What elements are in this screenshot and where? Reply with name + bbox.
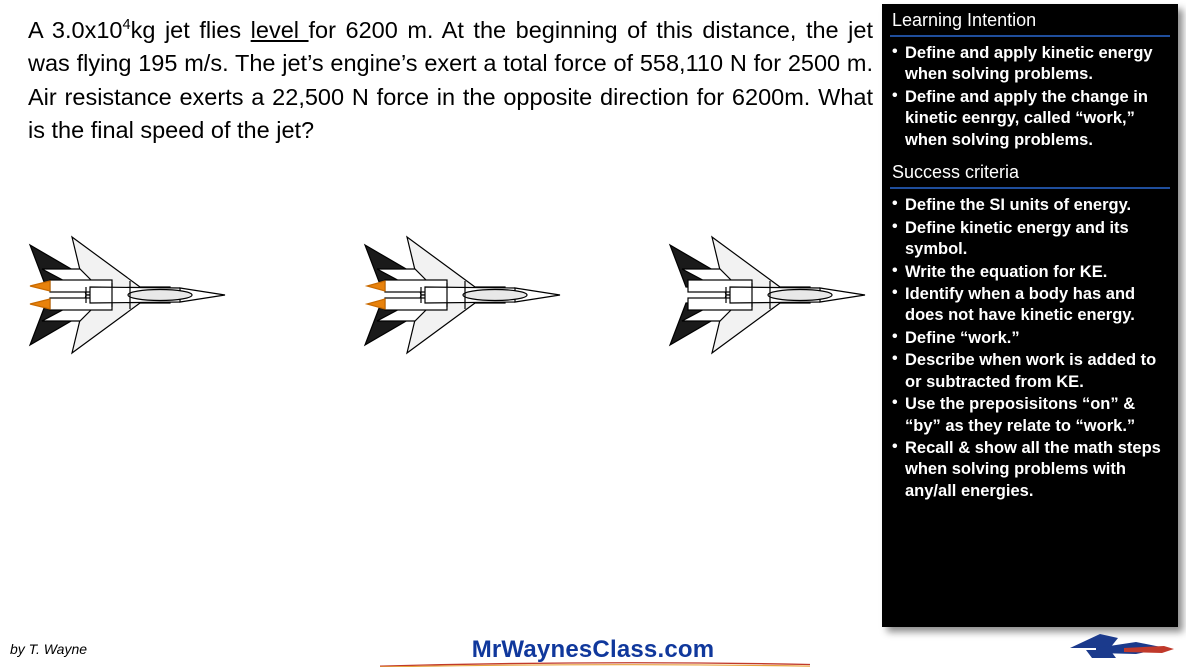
jet-figure-2: [355, 195, 570, 400]
problem-text-part2: kg jet flies: [130, 17, 251, 43]
list-item: • Use the preposisitons “on” & “by” as they relate to “work.”: [892, 394, 1168, 437]
learning-intention-heading: Learning Intention: [892, 10, 1037, 30]
list-item: • Recall & show all the math steps when solving problems with any/all energies.: [892, 438, 1168, 502]
list-item: • Identify when a body has and does not have kinetic energy.: [892, 284, 1168, 327]
jet-figure-1: [20, 195, 235, 400]
problem-exponent: 4: [122, 17, 131, 34]
problem-underlined-word: level: [250, 17, 309, 43]
list-item: • Define and apply the change in kinetic eenrgy, called “work,” when solving problems.: [892, 87, 1168, 151]
problem-text-part1: A 3.0x10: [28, 17, 123, 43]
learning-intention-list: [882, 43, 1178, 158]
jet-figure-3: [660, 195, 875, 400]
success-criteria-divider: [890, 187, 1170, 189]
footer-jet-logo-icon: [1066, 628, 1176, 664]
site-name: MrWaynesClass.com: [471, 636, 715, 663]
learning-intention-divider: [890, 35, 1170, 37]
jet-icon-1: [20, 195, 235, 395]
success-criteria-heading: Success criteria: [892, 162, 1020, 183]
list-item: • Describe when work is added to or subtracted from KE.: [892, 350, 1168, 393]
list-item: • Define the SI units of energy.: [892, 195, 1168, 216]
problem-statement: [28, 14, 873, 147]
jet-illustration-group: [0, 195, 880, 415]
problem-text-part3: for 6200 m. At the beginning of this distance, the jet was flying 195 m/s. The jet’s engine’s exert a total force of 558,110 N for 2500 m. Air resistance exerts a 22,500 N force in the opposite direction for 6200m. What is the final speed of the jet?: [28, 17, 873, 144]
list-item: • Define kinetic energy and its symbol.: [892, 218, 1168, 261]
swoosh-decoration: [380, 662, 810, 667]
list-item: • Define and apply kinetic energy when solving problems.: [892, 43, 1168, 86]
objectives-panel: [882, 4, 1178, 627]
author-credit: by T. Wayne: [10, 641, 88, 657]
success-criteria-list: [882, 195, 1178, 509]
jet-icon-2: [355, 195, 570, 395]
list-item: • Define “work.”: [892, 328, 1168, 349]
jet-icon-3: [660, 195, 875, 395]
list-item: • Write the equation for KE.: [892, 262, 1168, 283]
